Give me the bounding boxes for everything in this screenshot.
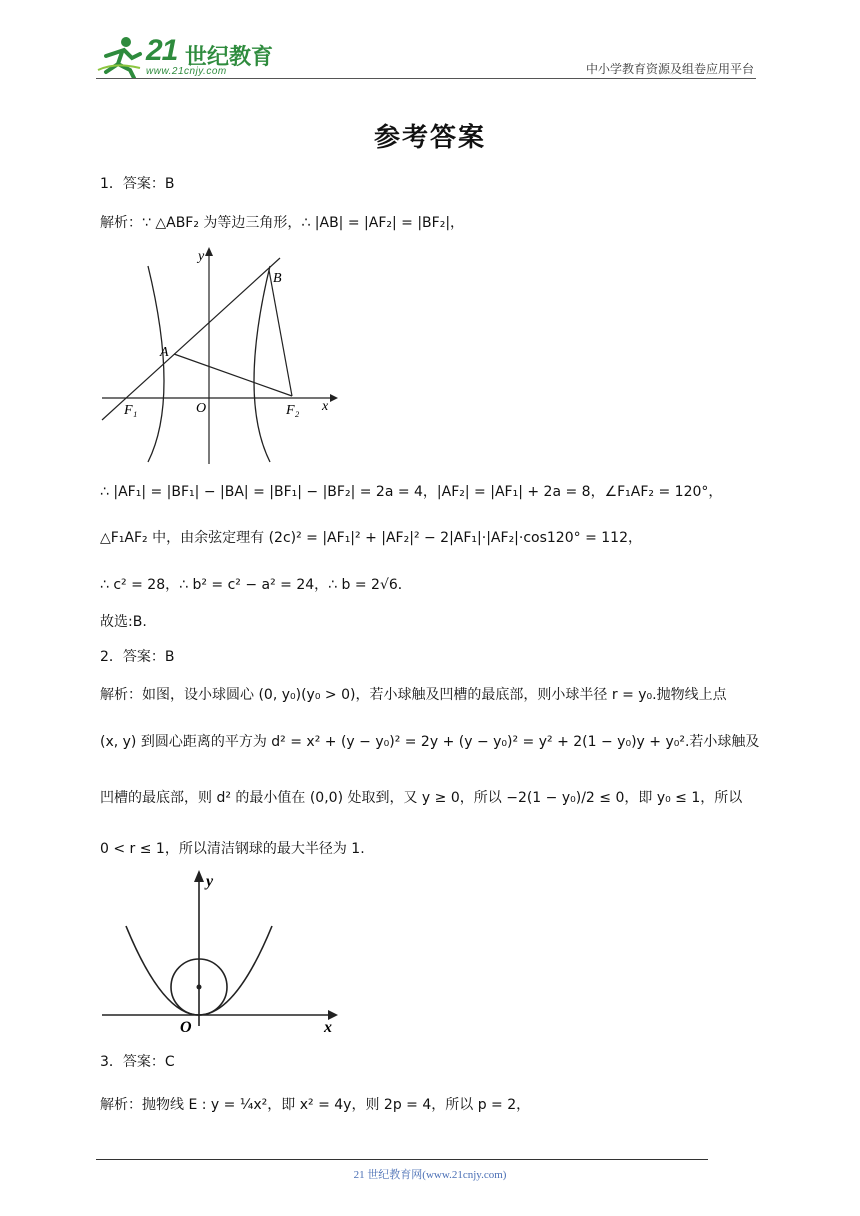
- label-B: B: [273, 271, 282, 286]
- analysis-2-line-2: (x, y) 到圆心距离的平方为 d² = x² + (y − y₀)² = 2y + (y − y₀)² = y² + 2(1 − y₀)y + y₀².若小球触及: [100, 734, 760, 750]
- label-F1: F₁: [124, 403, 138, 418]
- analysis-1-line-1: 解析：∵ △ABF₂ 为等边三角形，∴ |AB| = |AF₂| = |BF₂|，: [100, 215, 465, 231]
- header-divider: [96, 78, 756, 79]
- label-F2: F₂: [286, 403, 300, 418]
- label-x: x: [324, 1019, 332, 1036]
- analysis-1-line-2: ∴ |AF₁| = |BF₁| − |BA| = |BF₁| − |BF₂| = 2a = 4，|AF₂| = |AF₁| + 2a = 8，∠F₁AF₂ = 120°，: [100, 484, 723, 500]
- analysis-1-line-4: ∴ c² = 28，∴ b² = c² − a² = 24，∴ b = 2√6．: [100, 577, 412, 593]
- answer-2: 2．答案：B: [100, 649, 175, 665]
- parabola-figure: [98, 866, 342, 1036]
- label-O: O: [196, 401, 207, 416]
- analysis-3-line-1: 解析：抛物线 E : y = ¼x²，即 x² = 4y，则 2p = 4，所以 p = 2，: [100, 1097, 531, 1113]
- footer-divider: [96, 1159, 708, 1160]
- logo-number: 21: [146, 34, 178, 67]
- page-title: 参考答案: [373, 123, 486, 153]
- answer-3: 3．答案：C: [100, 1054, 175, 1070]
- label-y: y: [198, 249, 205, 264]
- platform-name: 中小学教育资源及组卷应用平台: [585, 62, 754, 76]
- choice-1: 故选:B.: [100, 614, 147, 630]
- analysis-1-line-3: △F₁AF₂ 中，由余弦定理有 (2c)² = |AF₁|² + |AF₂|² − 2|AF₁|·|AF₂|·cos120° = 112，: [100, 530, 642, 546]
- analysis-2-line-1: 解析：如图，设小球圆心 (0, y₀)(y₀ > 0)，若小球触及凹槽的最底部，则小球半径 r = y₀.抛物线上点: [100, 687, 727, 703]
- answer-1: 1．答案：B: [100, 176, 175, 192]
- hyperbola-figure: [98, 244, 338, 466]
- label-x: x: [322, 399, 329, 414]
- label-A: A: [160, 345, 169, 360]
- analysis-2-line-4: 0 < r ≤ 1，所以清洁钢球的最大半径为 1.: [100, 841, 365, 857]
- logo-text: 世纪教育: [185, 45, 274, 70]
- runner-icon: [96, 34, 146, 78]
- label-y: y: [206, 873, 214, 890]
- analysis-2-line-3: 凹槽的最底部，则 d² 的最小值在 (0,0) 处取到，又 y ≥ 0，所以 −2(1 − y₀)/2 ≤ 0，即 y₀ ≤ 1，所以: [100, 790, 743, 806]
- logo-url: www.21cnjy.com: [146, 66, 227, 77]
- footer-text: 21 世纪教育网(www.21cnjy.com): [353, 1169, 507, 1181]
- label-O: O: [180, 1019, 192, 1036]
